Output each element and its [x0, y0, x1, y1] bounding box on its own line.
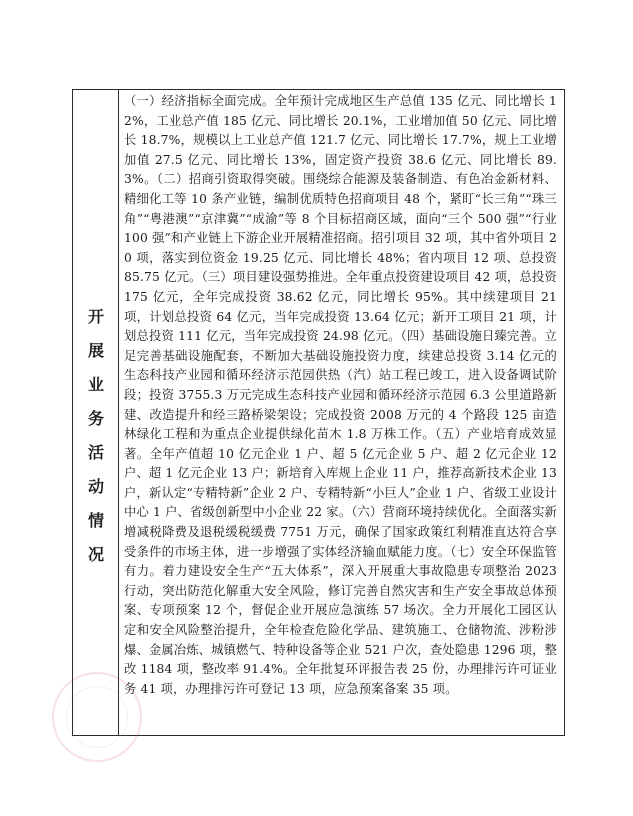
section-label-cell	[73, 90, 119, 735]
section-label-char: 开	[87, 307, 104, 326]
section-label-char: 展	[87, 341, 104, 360]
section-label-char: 动	[87, 477, 104, 496]
report-table	[72, 89, 565, 736]
section-label-char: 况	[87, 545, 104, 564]
section-label-char: 业	[87, 375, 104, 394]
official-seal-stamp	[52, 672, 142, 762]
official-seal-inner-ring	[66, 686, 128, 748]
section-label-char: 情	[87, 511, 104, 530]
content-paragraph: （一）经济指标全面完成。全年预计完成地区生产总值 135 亿元、同比增长 12%，工业总产值 185 亿元、同比增长 20.1%，工业增加值 50 亿元、同比增长 18.7%，规模以上工业总产值 121.7 亿元、同比增长 17.7%，规上工业增加值 27.5 亿元、同比增长 13%，固定资产投资 38.6 亿元、同比增长 89.3%。（二）招商引资取得突破。围绕综合能源及装备制造、有色冶金新材料、精细化工等 10 条产业链，编制优质特色招商项目 48 个，紧盯“长三角”“珠三角”“粤港澳”“京津冀”“成渝”等 8 个目标招商区域，面向“三个 500 强”“行业 100 强”和产业链上下游企业开展精准招商。招引项目 32 项，其中省外项目 20 项，落实到位资金 19.25 亿元、同比增长 48%；省内项目 12 项、总投资 85.75 亿元。（三）项目建设强势推进。全年重点投资建设项目 42 项，总投资 175 亿元，全年完成投资 38.62 亿元，同比增长 95%。其中续建项目 21 项，计划总投资 64 亿元，当年完成投资 13.64 亿元；新开工项目 21 项，计划总投资 111 亿元，当年完成投资 24.98 亿元。（四）基础设施日臻完善。立足完善基础设施配套，不断加大基础设施投资力度，续建总投资 3.14 亿元的生态科技产业园和循环经济示范园供热（汽）站工程已竣工，进入设备调试阶段；投资 3755.3 万元完成生态科技产业园和循环经济示范园 6.3 公里道路新建、改造提升和经三路桥梁架设；完成投资 2008 万元的 4 个路段 125 亩造林绿化工程和为重点企业提供绿化苗木 1.8 万株工作。（五）产业培育成效显著。全年产值超 10 亿元企业 1 户、超 5 亿元企业 5 户、超 2 亿元企业 12 户、超 1 亿元企业 13 户；新培育入库规上企业 11 户，推荐高新技术企业 13 户，新认定“专精特新”企业 2 户、专精特新“小巨人”企业 1 户、省级工业设计中心 1 户、省级创新型中小企业 22 家。（六）营商环境持续优化。全面落实新增减税降费及退税缓税缓费 7751 万元，确保了国家政策红利精准直达符合享受条件的市场主体，进一步增强了实体经济输血赋能力度。（七）安全环保监管有力。着力建设安全生产“五大体系”，深入开展重大事故隐患专项整治 2023 行动，突出防范化解重大安全风险，修订完善自然灾害和生产安全事故总体预案、专项预案 12 个，督促企业开展应急演练 57 场次。全力开展化工园区认定和安全风险整治提升，全年检查危险化学品、建筑施工、仓储物流、涉粉涉爆、金属冶炼、城镇燃气、特种设备等企业 521 户次，查处隐患 1296 项，整改 1184 项，整改率 91.4%。全年批复环评报告表 25 份，办理排污许可证业务 41 项，办理排污许可登记 13 项，应急预案备案 35 项。	[124, 94, 558, 696]
section-label-char: 活	[87, 443, 104, 462]
content-cell	[124, 92, 557, 699]
section-label	[73, 300, 119, 572]
section-label-char: 务	[87, 409, 104, 428]
